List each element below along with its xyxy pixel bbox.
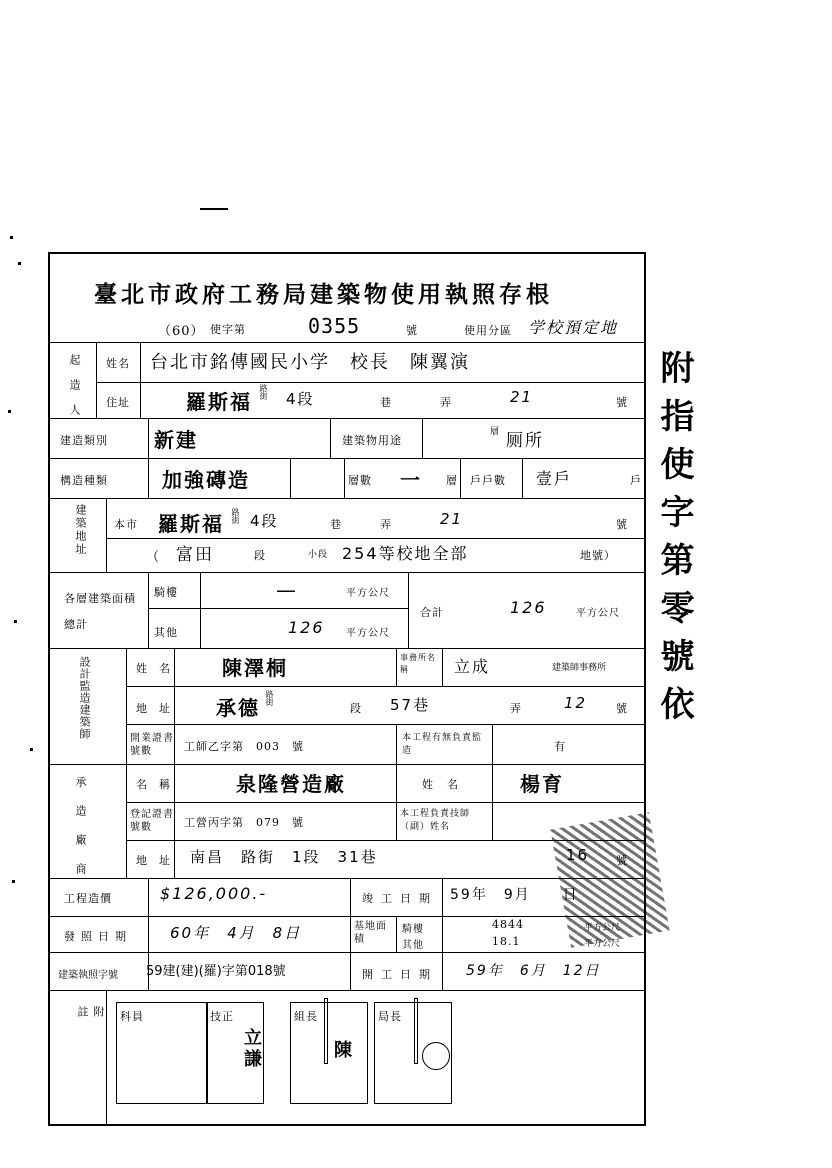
cost-label: 工程造價 — [64, 892, 112, 905]
row-line — [50, 878, 644, 879]
total-unit: 平方公尺 — [576, 608, 620, 619]
supervise-label: 本工程有無負責監造 — [402, 733, 483, 756]
base-other-value: 18.1 — [492, 935, 521, 948]
col-line — [396, 764, 397, 840]
col-line — [106, 498, 107, 572]
margin-mark — [200, 208, 228, 210]
margin-mark — [18, 262, 21, 265]
area-group-label: 各層建築面積總計 — [64, 592, 136, 631]
complete-label: 竣工日期 — [362, 892, 438, 905]
contractor-addr-label: 地址 — [136, 854, 182, 867]
start-value: 59年 6月 12日 — [466, 963, 601, 979]
row-line — [148, 608, 408, 609]
col-line — [140, 342, 141, 418]
permit-stub-form — [48, 252, 646, 1126]
supervise-value: 有 — [554, 740, 566, 753]
contractor-name-value: 泉隆營造廠 — [236, 772, 346, 796]
row-line — [50, 418, 644, 419]
applicant-name-value: 台北市銘傳國民小学 校長 陳翼演 — [150, 352, 470, 373]
row-line — [50, 458, 644, 459]
zone-value: 学校預定地 — [528, 318, 619, 337]
type-value: 新建 — [154, 428, 198, 452]
col-line — [200, 572, 201, 648]
other-label: 其他 — [154, 626, 178, 639]
col-line — [492, 764, 493, 840]
designer-addr-label: 地址 — [136, 702, 182, 715]
applicant-alley: 弄 — [440, 396, 452, 409]
contractor-reg-value: 工營丙字第 079 號 — [184, 816, 304, 829]
households-value: 壹戶 — [536, 469, 573, 488]
designer-group-label: 設計監造建築師 — [78, 656, 91, 740]
total-label: 合計 — [420, 606, 444, 619]
margin-mark — [14, 620, 17, 623]
base-unit-1: 平方公尺 — [584, 923, 621, 933]
signature-box — [116, 1002, 208, 1104]
land-open: （ — [146, 550, 161, 565]
contractor-name-label: 名稱 — [136, 778, 182, 791]
site-city: 本市 — [114, 518, 138, 531]
permit-label: 建築執照字號 — [58, 970, 118, 981]
site-section: 4段 — [250, 512, 279, 530]
col-line — [344, 458, 345, 498]
round-stamp — [422, 1042, 450, 1070]
row-line — [50, 498, 644, 499]
col-line — [492, 724, 493, 764]
office-value: 立成 — [454, 657, 491, 676]
form-title: 臺北市政府工務局建築物使用執照存根 — [94, 281, 553, 308]
official-seal — [414, 998, 418, 1064]
applicant-addr-label: 住址 — [106, 396, 130, 409]
designer-alley: 弄 — [510, 702, 522, 715]
applicant-group-label: 起造人 — [68, 354, 81, 429]
applicant-hao: 號 — [616, 396, 628, 409]
contractor-addr-hao: 號 — [616, 854, 628, 867]
floors-value: 一 — [400, 468, 422, 492]
structure-label: 構造種類 — [60, 474, 108, 487]
margin-mark — [10, 236, 13, 239]
row-line — [50, 648, 644, 649]
office-suffix: 建築師事務所 — [552, 663, 607, 673]
arcade-label: 騎樓 — [154, 586, 178, 599]
signature-name-1: 立謙 — [241, 1028, 262, 1070]
margin-mark — [12, 880, 15, 883]
permit-number: 0355 — [308, 314, 361, 338]
base-arcade-label: 騎樓 — [402, 924, 424, 935]
col-line — [126, 648, 127, 878]
households-label: 戶戶數 — [470, 474, 506, 487]
col-line — [106, 990, 107, 1124]
complete-value: 59年 9月 日 — [450, 887, 579, 903]
col-line — [396, 648, 397, 686]
base-unit-2: 平方公尺 — [584, 939, 621, 949]
contractor-addr-number: 16 — [566, 846, 590, 864]
row-line — [106, 538, 644, 539]
col-line — [148, 572, 149, 648]
designer-hao: 號 — [616, 702, 628, 715]
contractor-addr-value: 南昌 路街 1段 31巷 — [190, 848, 378, 866]
issue-value: 60年 4月 8日 — [170, 924, 302, 942]
total-value: 126 — [510, 598, 547, 617]
col-line — [350, 878, 351, 990]
official-seal — [324, 998, 328, 1064]
col-line — [396, 916, 397, 952]
other-value: 126 — [288, 618, 325, 637]
col-line — [174, 648, 175, 878]
designer-number: 12 — [564, 694, 588, 712]
designer-section: 段 — [350, 702, 362, 715]
applicant-lane: 巷 — [380, 396, 392, 409]
note-label: 附註 — [76, 1006, 105, 1091]
arcade-unit: 平方公尺 — [346, 588, 390, 599]
col-line — [522, 458, 523, 498]
applicant-road: 羅斯福 — [186, 390, 252, 414]
land-subsection: 小段 — [308, 550, 329, 560]
permit-hao: 號 — [406, 324, 418, 337]
col-line — [442, 878, 443, 990]
col-line — [408, 572, 409, 648]
land-section: 段 — [254, 549, 266, 562]
permit-value: 59建(建)(羅)字第018號 — [146, 964, 286, 979]
col-line — [396, 724, 397, 764]
row-line — [50, 916, 644, 917]
base-arcade-value: 4844 — [492, 918, 524, 931]
designer-lane: 57巷 — [390, 696, 431, 714]
floors-label: 層數 — [348, 474, 372, 487]
land-district: 富田 — [176, 545, 214, 565]
type-label: 建造類別 — [60, 434, 108, 447]
structure-value: 加強磚造 — [162, 468, 250, 492]
zone-label: 使用分區 — [464, 324, 512, 337]
engineer-label: 本工程負責技師（副）姓名 — [400, 809, 471, 832]
designer-name-value: 陳澤桐 — [222, 656, 288, 680]
use-value: 厕所 — [506, 431, 544, 451]
row-line — [50, 764, 644, 765]
margin-mark — [8, 410, 11, 413]
designer-name-label: 姓名 — [136, 662, 182, 675]
applicant-number: 21 — [510, 388, 534, 406]
sign-label-chief: 組長 — [294, 1010, 318, 1023]
col-line — [460, 458, 461, 498]
col-line — [96, 342, 97, 418]
sign-label-engineer: 技正 — [210, 1010, 234, 1023]
applicant-section: 4段 — [286, 390, 315, 408]
households-unit: 戶 — [630, 474, 642, 487]
arcade-value: — — [276, 578, 298, 602]
margin-mark — [30, 748, 33, 751]
designer-reg-value: 工師乙字第 003 號 — [184, 740, 304, 753]
site-road: 羅斯福 — [158, 512, 224, 536]
contractor-group-label: 承造廠商 — [74, 776, 87, 892]
contractor-reg-label: 登記證書號數 — [130, 809, 174, 833]
land-close: 地號） — [580, 549, 616, 562]
applicant-road-suffix: 路街 — [259, 384, 268, 400]
permit-year: （60） — [158, 324, 205, 339]
designer-road-suffix: 路街 — [265, 690, 274, 706]
col-line — [330, 418, 331, 458]
sign-label-director: 局長 — [378, 1010, 402, 1023]
issue-label: 發照日期 — [64, 930, 132, 943]
floors-unit: 層 — [446, 474, 458, 487]
site-number: 21 — [440, 510, 464, 528]
overlapping-document-text: 附指使字第零號依 — [654, 350, 694, 734]
row-line — [126, 686, 644, 687]
row-line — [126, 724, 644, 725]
site-group-label: 建築地址 — [74, 504, 87, 556]
col-line — [422, 418, 423, 458]
row-line — [50, 990, 644, 991]
designer-reg-label: 開業證書號數 — [130, 733, 174, 757]
site-road-suffix: 路街 — [231, 508, 240, 524]
col-line — [148, 418, 149, 498]
row-line — [50, 952, 644, 953]
row-line — [126, 840, 644, 841]
contractor-person-value: 楊育 — [520, 772, 564, 796]
start-label: 開工日期 — [362, 968, 438, 981]
base-label: 基地面積 — [354, 921, 387, 945]
designer-road: 承德 — [216, 696, 260, 720]
office-label: 事務所名稱 — [400, 653, 436, 674]
permit-prefix: 使字第 — [210, 323, 246, 336]
use-floor-label: 層 — [490, 427, 501, 437]
land-number: 254等校地全部 — [342, 544, 469, 563]
row-line — [126, 802, 644, 803]
contractor-person-label: 姓名 — [422, 778, 472, 791]
applicant-name-label: 姓名 — [106, 357, 130, 370]
row-line — [50, 572, 644, 573]
sign-label-clerk: 科員 — [120, 1010, 144, 1023]
signature-name-2: 陳 — [331, 1040, 352, 1061]
site-alley: 弄 — [380, 518, 392, 531]
use-label: 建築物用途 — [342, 434, 402, 447]
col-line — [442, 648, 443, 686]
base-other-label: 其他 — [402, 940, 424, 951]
row-line — [96, 382, 644, 383]
other-unit: 平方公尺 — [346, 628, 390, 639]
site-lane: 巷 — [330, 518, 342, 531]
cost-value: $126,000.- — [160, 884, 268, 903]
col-line — [290, 458, 291, 498]
site-hao: 號 — [616, 518, 628, 531]
